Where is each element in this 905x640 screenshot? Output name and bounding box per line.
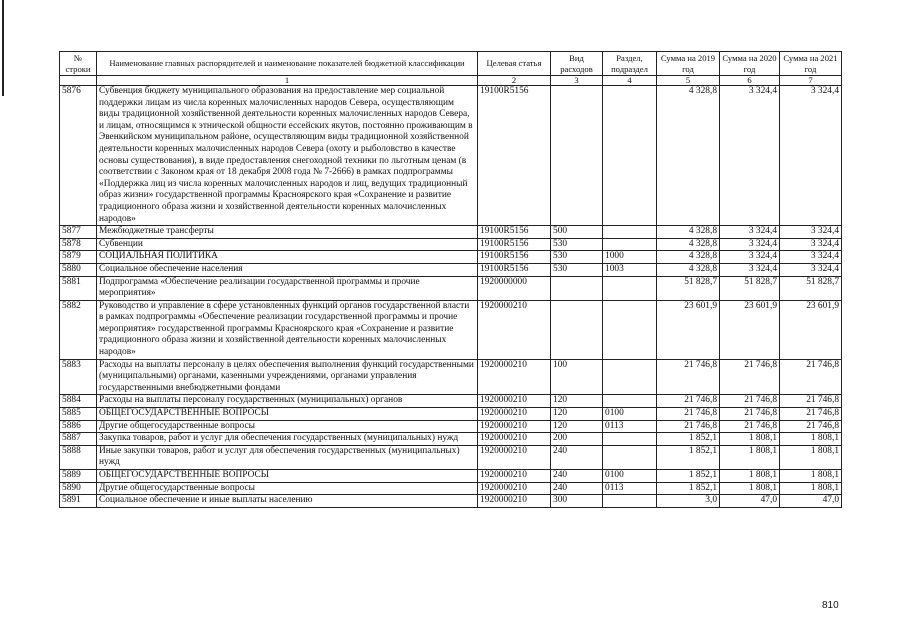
- row-target-article: 1920000000: [478, 276, 551, 300]
- table-row: [60, 445, 842, 469]
- row-sum-2020: 1 808,1: [720, 445, 780, 469]
- header-index-cell: 3: [551, 76, 603, 86]
- row-sum-2020: 21 746,8: [720, 420, 780, 433]
- row-target-article: 1920000210: [478, 359, 551, 395]
- header-name: Наименование главных распорядителей и наименование показателей бюджетной классификации: [97, 52, 478, 76]
- row-number: 5879: [60, 251, 97, 264]
- row-sum-2021: 23 601,9: [780, 300, 842, 359]
- row-sum-2020: 3 324,4: [720, 226, 780, 239]
- row-name: Социальное обеспечение населения: [97, 263, 478, 276]
- row-name: Закупка товаров, работ и услуг для обеспечения государственных (муниципальных) нужд: [97, 433, 478, 446]
- row-name: Субвенции: [97, 238, 478, 251]
- row-sum-2021: 21 746,8: [780, 408, 842, 421]
- row-sum-2020: 1 808,1: [720, 482, 780, 495]
- header-section: Раздел, подраздел: [603, 52, 657, 76]
- row-number: 5891: [60, 495, 97, 508]
- row-section: [603, 300, 657, 359]
- row-sum-2021: 21 746,8: [780, 395, 842, 408]
- header-index-cell: 1: [97, 76, 478, 86]
- row-target-article: 1920000210: [478, 300, 551, 359]
- row-expense-type: 530: [551, 238, 603, 251]
- row-expense-type: 120: [551, 395, 603, 408]
- row-sum-2019: 21 746,8: [657, 359, 720, 395]
- row-sum-2021: 47,0: [780, 495, 842, 508]
- header-index-cell: 2: [478, 76, 551, 86]
- row-expense-type: 200: [551, 433, 603, 446]
- row-expense-type: 240: [551, 470, 603, 483]
- table-row: [60, 86, 842, 226]
- table-row: [60, 263, 842, 276]
- row-section: [603, 238, 657, 251]
- row-sum-2019: 4 328,8: [657, 238, 720, 251]
- row-section: 0113: [603, 482, 657, 495]
- row-sum-2020: 21 746,8: [720, 359, 780, 395]
- budget-table: [59, 51, 842, 508]
- row-sum-2020: 3 324,4: [720, 263, 780, 276]
- row-sum-2020: 21 746,8: [720, 408, 780, 421]
- row-section: [603, 86, 657, 226]
- row-number: 5883: [60, 359, 97, 395]
- row-target-article: 19100R5156: [478, 86, 551, 226]
- row-sum-2021: 1 808,1: [780, 445, 842, 469]
- header-index-cell: 7: [780, 76, 842, 86]
- row-sum-2019: 51 828,7: [657, 276, 720, 300]
- row-name: Иные закупки товаров, работ и услуг для обеспечения государственных (муниципальных) нужд: [97, 445, 478, 469]
- row-target-article: 1920000210: [478, 420, 551, 433]
- row-name: Подпрограмма «Обеспечение реализации государственной программы и прочие мероприятия»: [97, 276, 478, 300]
- table-row: [60, 482, 842, 495]
- row-expense-type: [551, 276, 603, 300]
- row-section: [603, 226, 657, 239]
- row-number: 5884: [60, 395, 97, 408]
- row-sum-2021: 21 746,8: [780, 359, 842, 395]
- row-sum-2020: 1 808,1: [720, 470, 780, 483]
- row-name: Расходы на выплаты персоналу государственных (муниципальных) органов: [97, 395, 478, 408]
- row-sum-2019: 23 601,9: [657, 300, 720, 359]
- header-index-cell: 4: [603, 76, 657, 86]
- row-target-article: 19100R5156: [478, 251, 551, 264]
- row-sum-2019: 4 328,8: [657, 86, 720, 226]
- header-index-cell: 6: [720, 76, 780, 86]
- row-expense-type: 530: [551, 251, 603, 264]
- row-target-article: 19100R5156: [478, 238, 551, 251]
- row-expense-type: [551, 300, 603, 359]
- row-section: 1003: [603, 263, 657, 276]
- row-sum-2021: 3 324,4: [780, 238, 842, 251]
- row-number: 5888: [60, 445, 97, 469]
- row-number: 5887: [60, 433, 97, 446]
- header-row-number: № строки: [60, 52, 97, 76]
- row-section: [603, 359, 657, 395]
- row-sum-2019: 4 328,8: [657, 226, 720, 239]
- row-section: [603, 395, 657, 408]
- row-section: 1000: [603, 251, 657, 264]
- row-sum-2019: 4 328,8: [657, 263, 720, 276]
- row-name: Другие общегосударственные вопросы: [97, 420, 478, 433]
- header-expense-type: Вид расходов: [551, 52, 603, 76]
- row-sum-2020: 21 746,8: [720, 395, 780, 408]
- row-sum-2021: 3 324,4: [780, 263, 842, 276]
- row-expense-type: 300: [551, 495, 603, 508]
- row-sum-2021: 3 324,4: [780, 251, 842, 264]
- row-sum-2021: 1 808,1: [780, 482, 842, 495]
- row-target-article: 1920000210: [478, 482, 551, 495]
- row-sum-2021: 21 746,8: [780, 420, 842, 433]
- table-row: [60, 238, 842, 251]
- table-row: [60, 433, 842, 446]
- row-sum-2020: 23 601,9: [720, 300, 780, 359]
- row-sum-2020: 3 324,4: [720, 251, 780, 264]
- row-sum-2021: 3 324,4: [780, 226, 842, 239]
- row-number: 5878: [60, 238, 97, 251]
- row-section: 0113: [603, 420, 657, 433]
- row-expense-type: 530: [551, 263, 603, 276]
- row-name: Расходы на выплаты персоналу в целях обеспечения выполнения функций государственными (муниципальными) органами, казенными учреждениями, органами управления государственными внебюджетными фондами: [97, 359, 478, 395]
- row-name: ОБЩЕГОСУДАРСТВЕННЫЕ ВОПРОСЫ: [97, 470, 478, 483]
- row-number: 5877: [60, 226, 97, 239]
- row-name: Межбюджетные трансферты: [97, 226, 478, 239]
- row-sum-2021: 1 808,1: [780, 470, 842, 483]
- header-sum-2021: Сумма на 2021 год: [780, 52, 842, 76]
- row-target-article: 19100R5156: [478, 226, 551, 239]
- row-sum-2019: 1 852,1: [657, 445, 720, 469]
- row-name: Руководство и управление в сфере установленных функций органов государственной власти в рамках подпрограммы «Обеспечение реализации государственной программы и прочие мероприятия» государственной программы Красноярского края «Сохранение и развитие традиционного образа жизни и хозяйственной деятельности коренных малочисленных народов»: [97, 300, 478, 359]
- row-number: 5882: [60, 300, 97, 359]
- table-row: [60, 420, 842, 433]
- row-sum-2020: 51 828,7: [720, 276, 780, 300]
- row-sum-2020: 3 324,4: [720, 86, 780, 226]
- row-expense-type: 100: [551, 359, 603, 395]
- row-sum-2019: 21 746,8: [657, 408, 720, 421]
- table-row: [60, 226, 842, 239]
- row-number: 5889: [60, 470, 97, 483]
- row-sum-2020: 3 324,4: [720, 238, 780, 251]
- row-expense-type: 240: [551, 445, 603, 469]
- row-sum-2019: 1 852,1: [657, 470, 720, 483]
- table-row: [60, 359, 842, 395]
- row-sum-2021: 3 324,4: [780, 86, 842, 226]
- row-section: 0100: [603, 408, 657, 421]
- table-row: [60, 251, 842, 264]
- header-target-article: Целевая статья: [478, 52, 551, 76]
- row-target-article: 19100R5156: [478, 263, 551, 276]
- row-number: 5885: [60, 408, 97, 421]
- row-sum-2021: 1 808,1: [780, 433, 842, 446]
- row-sum-2019: 4 328,8: [657, 251, 720, 264]
- row-sum-2020: 47,0: [720, 495, 780, 508]
- row-target-article: 1920000210: [478, 470, 551, 483]
- table-row: [60, 495, 842, 508]
- table-row: [60, 395, 842, 408]
- row-number: 5886: [60, 420, 97, 433]
- row-name: СОЦИАЛЬНАЯ ПОЛИТИКА: [97, 251, 478, 264]
- row-number: 5881: [60, 276, 97, 300]
- table-body: [60, 86, 842, 508]
- row-sum-2020: 1 808,1: [720, 433, 780, 446]
- row-name: ОБЩЕГОСУДАРСТВЕННЫЕ ВОПРОСЫ: [97, 408, 478, 421]
- row-sum-2019: 21 746,8: [657, 395, 720, 408]
- table-row: [60, 470, 842, 483]
- row-sum-2019: 1 852,1: [657, 433, 720, 446]
- header-index-cell: 5: [657, 76, 720, 86]
- row-expense-type: 120: [551, 420, 603, 433]
- row-target-article: 1920000210: [478, 395, 551, 408]
- row-section: 0100: [603, 470, 657, 483]
- row-sum-2021: 51 828,7: [780, 276, 842, 300]
- row-expense-type: 240: [551, 482, 603, 495]
- row-expense-type: 120: [551, 408, 603, 421]
- row-expense-type: 500: [551, 226, 603, 239]
- margin-rule: [2, 0, 4, 96]
- header-sum-2019: Сумма на 2019 год: [657, 52, 720, 76]
- table-row: [60, 276, 842, 300]
- page-number: 810: [822, 600, 839, 611]
- header-index-cell: [60, 76, 97, 86]
- header-sum-2020: Сумма на 2020 год: [720, 52, 780, 76]
- row-number: 5876: [60, 86, 97, 226]
- row-name: Субвенция бюджету муниципального образования на предоставление мер социальной поддержки лицам из числа коренных малочисленных народов Севера, осуществляющим виды традиционной хозяйственной деятельности коренных малочисленных народов Севера, и лицам, относящимся к этнической общности ессейских якутов, постоянно проживающим в Эвенкийском муниципальном районе, осуществляющим виды традиционной хозяйственной деятельности коренных малочисленных народов Севера (охоту и рыболовство в качестве основы существования), в виде предоставления снегоходной техники по льготным ценам (в соответствии с Законом края от 18 декабря 2008 года № 7-2666) в рамках подпрограммы «Поддержка лиц из числа коренных малочисленных народов и лиц, ведущих традиционный образ жизни» государственной программы Красноярского края «Сохранение и развитие традиционного образа жизни и хозяйственной деятельности коренных малочисленных народов»: [97, 86, 478, 226]
- row-sum-2019: 21 746,8: [657, 420, 720, 433]
- row-target-article: 1920000210: [478, 433, 551, 446]
- row-number: 5880: [60, 263, 97, 276]
- row-name: Другие общегосударственные вопросы: [97, 482, 478, 495]
- row-section: [603, 433, 657, 446]
- row-sum-2019: 3,0: [657, 495, 720, 508]
- row-name: Социальное обеспечение и иные выплаты населению: [97, 495, 478, 508]
- row-target-article: 1920000210: [478, 495, 551, 508]
- row-section: [603, 445, 657, 469]
- row-target-article: 1920000210: [478, 408, 551, 421]
- row-target-article: 1920000210: [478, 445, 551, 469]
- row-number: 5890: [60, 482, 97, 495]
- row-section: [603, 276, 657, 300]
- table-row: [60, 408, 842, 421]
- row-sum-2019: 1 852,1: [657, 482, 720, 495]
- table-row: [60, 300, 842, 359]
- row-section: [603, 495, 657, 508]
- row-expense-type: [551, 86, 603, 226]
